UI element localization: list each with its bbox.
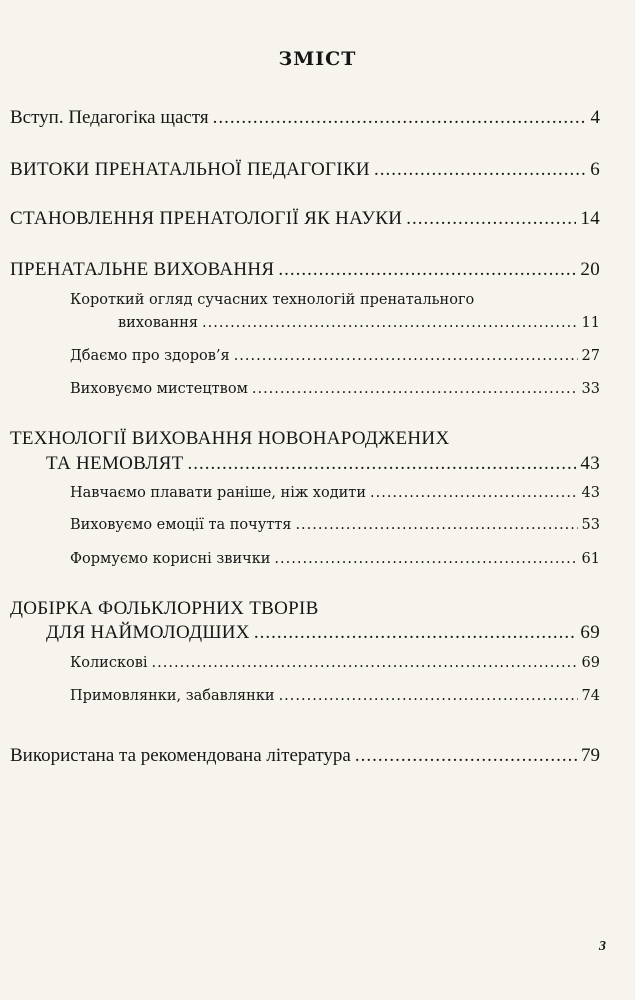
toc-entry-emotions bbox=[70, 517, 600, 533]
toc-entry-technology-overview bbox=[118, 315, 600, 331]
toc-entry-label: Дбаємо про здоров’я bbox=[70, 348, 230, 364]
page-number: 3 bbox=[599, 939, 606, 954]
toc-entry-label: ТА НЕМОВЛЯТ bbox=[46, 453, 184, 474]
toc-entry-label: Використана та рекомендована література bbox=[10, 745, 351, 766]
toc-entry-swimming bbox=[70, 485, 600, 501]
toc-entry-habits bbox=[70, 551, 600, 567]
toc-entry-page: 69 bbox=[580, 622, 600, 643]
toc-entry-label: Формуємо корисні звички bbox=[70, 551, 271, 567]
toc-entry-label: СТАНОВЛЕННЯ ПРЕНАТОЛОГІЇ ЯК НАУКИ bbox=[10, 208, 403, 229]
toc-entry-page: 74 bbox=[581, 688, 600, 704]
toc-entry-bibliography bbox=[10, 745, 600, 767]
leader-dots bbox=[252, 381, 578, 397]
toc-entry-prenatal-upbringing bbox=[10, 259, 600, 281]
toc-entry-prenatology bbox=[10, 208, 600, 230]
leader-dots bbox=[279, 688, 578, 704]
toc-entry-label: Виховуємо мистецтвом bbox=[70, 381, 248, 397]
toc-entry-page: 20 bbox=[580, 259, 600, 280]
toc-entry-page: 43 bbox=[581, 485, 600, 501]
toc-entry-page: 6 bbox=[590, 159, 600, 180]
toc-entry-label: Вступ. Педагогіка щастя bbox=[10, 107, 209, 128]
toc-entry-label-line1: ДОБІРКА ФОЛЬКЛОРНИХ ТВОРІВ bbox=[10, 598, 319, 619]
leader-dots bbox=[374, 159, 586, 181]
leader-dots bbox=[202, 315, 578, 331]
toc-entry-newborns bbox=[46, 453, 600, 475]
leader-dots bbox=[254, 622, 577, 644]
leader-dots bbox=[188, 453, 577, 475]
toc-entry-page: 61 bbox=[581, 551, 600, 567]
toc-entry-origins bbox=[10, 159, 600, 181]
toc-entry-page: 4 bbox=[590, 107, 600, 128]
leader-dots bbox=[295, 517, 577, 533]
leader-dots bbox=[278, 259, 576, 281]
toc-entry-label: Виховуємо емоції та почуття bbox=[70, 517, 292, 533]
toc-entry-art bbox=[70, 381, 600, 397]
toc-entry-lullabies bbox=[70, 655, 600, 671]
toc-entry-label: Колискові bbox=[70, 655, 148, 671]
toc-entry-label: Навчаємо плавати раніше, ніж ходити bbox=[70, 485, 366, 501]
toc-entry-page: 53 bbox=[581, 517, 600, 533]
leader-dots bbox=[213, 107, 587, 129]
toc-entry-label: ВИТОКИ ПРЕНАТАЛЬНОЇ ПЕДАГОГІКИ bbox=[10, 159, 370, 180]
toc-entry-page: 69 bbox=[581, 655, 600, 671]
toc-entry-page: 11 bbox=[581, 315, 600, 331]
toc-entry-page: 43 bbox=[580, 453, 600, 474]
toc-entry-folklore bbox=[46, 622, 600, 644]
toc-entry-label: ПРЕНАТАЛЬНЕ ВИХОВАННЯ bbox=[10, 259, 275, 280]
leader-dots bbox=[406, 208, 576, 230]
leader-dots bbox=[274, 551, 577, 567]
toc-entry-label: виховання bbox=[118, 315, 199, 331]
leader-dots bbox=[234, 348, 578, 364]
toc-entry-label: ДЛЯ НАЙМОЛОДШИХ bbox=[46, 622, 250, 643]
toc-entry-label: Примовлянки, забавлянки bbox=[70, 688, 275, 704]
toc-entry-page: 14 bbox=[580, 208, 600, 229]
page-title: ЗМІСТ bbox=[278, 48, 357, 70]
toc-entry-page: 27 bbox=[581, 348, 600, 364]
toc-entry-nursery-rhymes bbox=[70, 688, 600, 704]
toc-entry-label-line1: ТЕХНОЛОГІЇ ВИХОВАННЯ НОВОНАРОДЖЕНИХ bbox=[10, 428, 450, 449]
leader-dots bbox=[370, 485, 578, 501]
toc-entry-health bbox=[70, 348, 600, 364]
toc-entry-label-line1: Короткий огляд сучасних технологій пренатального bbox=[70, 292, 475, 308]
toc-entry-introduction bbox=[10, 107, 600, 129]
toc-entry-page: 79 bbox=[581, 745, 600, 766]
leader-dots bbox=[355, 745, 577, 767]
toc-entry-page: 33 bbox=[581, 381, 600, 397]
leader-dots bbox=[152, 655, 578, 671]
